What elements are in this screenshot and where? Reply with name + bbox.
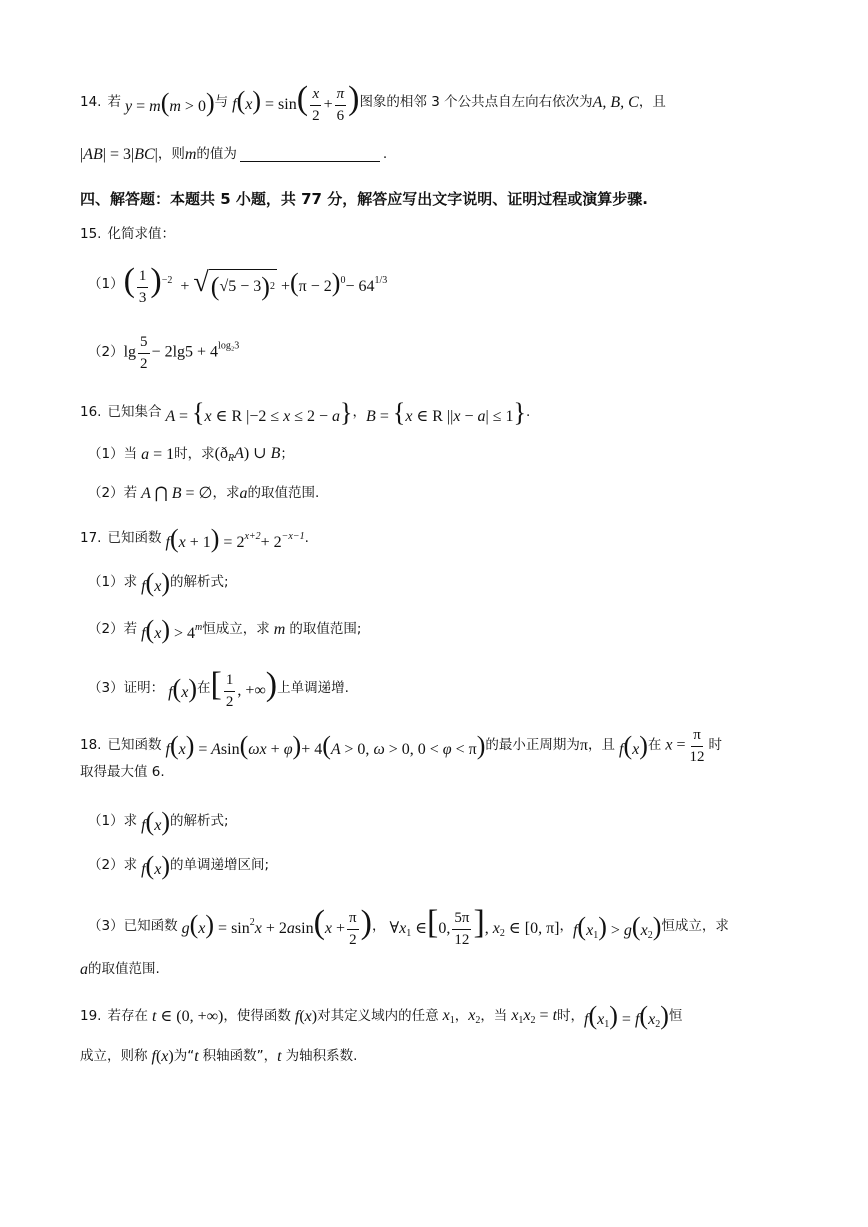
q16-set-b: B = {x ∈ R ||x − a| ≤ 1}: [366, 398, 526, 427]
q15-stem: 15. 化简求值：: [80, 226, 175, 242]
q18-func-g: $g(x) = \sin^2x + 2asin(x$ + $\frac{\pi}{2}$ ): [177, 904, 372, 948]
q14-line-2: |AB| = 3|BC| ，则 m 的值为 .: [80, 146, 388, 163]
q15-part-1: （1） ( $\frac{1}{3}$ )$^{-2}$ + √ ( √5 − 3 ) 2 $+(\pi - 2)^0- 64^{1/3}$: [88, 262, 388, 306]
q18-part-3: （3）已知函数 $g(x) = \sin^2x + 2asin(x$ + $\frac{\pi}{2}$ ) ， $\forall x_1$ ∈[0, $\frac{5\pi}{12}$ ], $x_2$ ∈ [0, π] ， $f(x_1) > g(x_2)$ 恒成立，求: [88, 904, 729, 948]
q15-expr-1: ( $\frac{1}{3}$ )$^{-2}$ + √ ( √5 − 3 ) 2 $+(\pi - 2)^0- 64^{1/3}$: [123, 262, 388, 306]
q16-part-2: （2）若 A ⋂ B = ∅ ，求 a 的取值范围.: [88, 485, 320, 502]
q19-stem-1: 19. 若存在 t ∈ (0, +∞) ，使得函数 f(x) 对其定义域内的任意 $x_1$ ， $x_2$ ，当 $x_1x_2 = t$ 时， $f(x_1) = f(x_2)$ 恒: [80, 1001, 683, 1030]
q15-expr-2: lg $\frac{5}{2}$ − $2\lg 5 + 4^{log_23}$: [123, 334, 240, 372]
q16-set-a: A = {x ∈ R |−2 ≤ x ≤ 2 − a}: [161, 398, 353, 427]
section-heading: 四、解答题：本题共 5 小题，共 77 分，解答应写出文字说明、证明过程或演算步骤.: [80, 190, 648, 208]
q14-number: 14.: [80, 94, 102, 111]
q16-part-1: （1）当 a = 1 时，求 $(ð_RA)$ ∪ B ；: [88, 445, 294, 464]
q18-stem-1: 18. 已知函数 f(x) = Asin(ωx + φ)+ 4(A > 0, ω > 0, 0 < φ < π) 的最小正周期为 π ，且 f(x) 在 x = $\frac{\pi}{12}$ 时: [80, 727, 723, 765]
q18-func: f(x) = Asin(ωx + φ)+ 4(A > 0, ω > 0, 0 < φ < π): [161, 731, 486, 760]
q17-func: $f(x + 1) = 2^{x+2}+ 2^{-x-1}$: [161, 524, 305, 553]
q18-part-1: （1）求 f(x) 的解析式;: [88, 807, 229, 836]
q17-stem: 17. 已知函数 $f(x + 1) = 2^{x+2}+ 2^{-x-1}$ .: [80, 524, 309, 553]
q15-part-2: （2） lg $\frac{5}{2}$ − $2\lg 5 + 4^{log_23}$: [88, 334, 240, 372]
q17-part-2: （2）若 $f(x) > 4^m$ 恒成立，求 m 的取值范围;: [88, 615, 362, 644]
q18-part-3-cont: a 的取值范围.: [80, 961, 160, 978]
q18-stem-2: 取得最大值 6.: [80, 764, 165, 780]
q14-math-y: y = m(m > 0): [120, 88, 215, 118]
q16-stem: 16. 已知集合 A = {x ∈ R |−2 ≤ x ≤ 2 − a} ， B = {x ∈ R ||x − a| ≤ 1} .: [80, 398, 531, 427]
q14-answer-blank[interactable]: [240, 149, 380, 162]
q18-part-2: （2）求 f(x) 的单调递增区间;: [88, 851, 270, 880]
q14-line-1: 14. 若 y = m(m > 0) 与 f(x) = sin( $\frac{x}{2}$ + $\frac{\pi}{6}$ ) 图象的相邻 3 个公共点自左向右依次为 A, B, C ，且: [80, 80, 666, 124]
q19-stem-2: 成立，则称 f(x) 为“ t 积轴函数”， t 为轴积系数.: [80, 1048, 358, 1065]
q14-math-ab: |AB| = 3|BC|: [80, 146, 158, 163]
q17-part-3: （3）证明： f(x) 在 [ $\frac{1}{2}$ , +∞) 上单调递增.: [88, 666, 349, 710]
q17-part-1: （1）求 f(x) 的解析式;: [88, 568, 229, 597]
q14-math-f: f(x) = sin( $\frac{x}{2}$ + $\frac{\pi}{6}$ ): [228, 80, 360, 124]
